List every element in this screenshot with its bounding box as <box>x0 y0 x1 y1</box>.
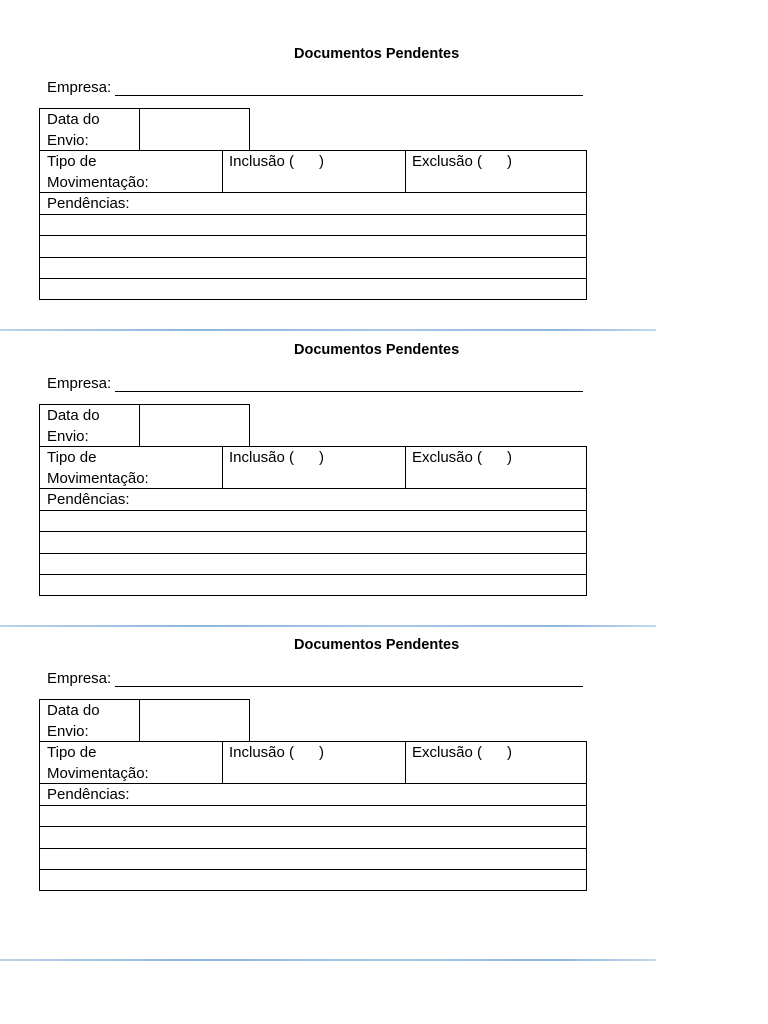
empresa-label: Empresa: <box>47 670 112 687</box>
pendencias-line-1[interactable] <box>39 214 587 236</box>
empresa-field[interactable] <box>115 80 583 96</box>
inclusao-label: Inclusão ( ) <box>229 153 325 170</box>
exclusao-cell[interactable] <box>405 446 587 489</box>
data-envio-field[interactable] <box>139 699 250 742</box>
data-envio-label-cell <box>39 699 140 742</box>
form-title: Documentos Pendentes <box>294 342 460 358</box>
exclusao-label: Exclusão ( ) <box>412 449 513 466</box>
pendencias-line-2[interactable] <box>39 826 587 849</box>
inclusao-cell[interactable] <box>222 150 406 193</box>
empresa-field[interactable] <box>115 376 583 392</box>
tipo-movimentacao-label-cell <box>39 150 223 193</box>
form-3 <box>0 591 768 887</box>
tipo-label-line1: Tipo de <box>47 744 97 761</box>
inclusao-label: Inclusão ( ) <box>229 744 325 761</box>
pendencias-line-3[interactable] <box>39 257 587 279</box>
empresa-label: Empresa: <box>47 79 112 96</box>
data-envio-field[interactable] <box>139 404 250 447</box>
data-envio-label-line2: Envio: <box>47 132 89 149</box>
empresa-row <box>47 670 583 687</box>
tipo-label-line1: Tipo de <box>47 449 97 466</box>
pendencias-line-2[interactable] <box>39 235 587 258</box>
separator-line <box>0 959 656 961</box>
pendencias-line-3[interactable] <box>39 553 587 575</box>
data-envio-label-line1: Data do <box>47 702 100 719</box>
form-2 <box>0 296 768 592</box>
inclusao-cell[interactable] <box>222 741 406 784</box>
data-envio-label-line2: Envio: <box>47 723 89 740</box>
pendencias-line-2[interactable] <box>39 531 587 554</box>
tipo-label-line2: Movimentação: <box>47 470 149 487</box>
form-1 <box>0 0 768 296</box>
inclusao-label: Inclusão ( ) <box>229 449 325 466</box>
tipo-label-line2: Movimentação: <box>47 174 149 191</box>
data-envio-label-line2: Envio: <box>47 428 89 445</box>
tipo-label-line1: Tipo de <box>47 153 97 170</box>
empresa-field[interactable] <box>115 671 583 687</box>
form-title: Documentos Pendentes <box>294 46 460 62</box>
pendencias-label: Pendências: <box>47 786 130 803</box>
exclusao-cell[interactable] <box>405 150 587 193</box>
tipo-movimentacao-label-cell <box>39 741 223 784</box>
data-envio-label-cell <box>39 108 140 151</box>
tipo-movimentacao-label-cell <box>39 446 223 489</box>
exclusao-cell[interactable] <box>405 741 587 784</box>
pendencias-label-row <box>39 488 587 511</box>
pendencias-line-1[interactable] <box>39 510 587 532</box>
data-envio-label-line1: Data do <box>47 111 100 128</box>
inclusao-cell[interactable] <box>222 446 406 489</box>
pendencias-label-row <box>39 783 587 806</box>
empresa-row <box>47 79 583 96</box>
form-title: Documentos Pendentes <box>294 637 460 653</box>
pendencias-label: Pendências: <box>47 491 130 508</box>
pendencias-line-3[interactable] <box>39 848 587 870</box>
empresa-row <box>47 375 583 392</box>
exclusao-label: Exclusão ( ) <box>412 744 513 761</box>
exclusao-label: Exclusão ( ) <box>412 153 513 170</box>
pendencias-line-1[interactable] <box>39 805 587 827</box>
data-envio-label-cell <box>39 404 140 447</box>
pendencias-label-row <box>39 192 587 215</box>
pendencias-line-4[interactable] <box>39 869 587 891</box>
data-envio-label-line1: Data do <box>47 407 100 424</box>
pendencias-label: Pendências: <box>47 195 130 212</box>
tipo-label-line2: Movimentação: <box>47 765 149 782</box>
empresa-label: Empresa: <box>47 375 112 392</box>
data-envio-field[interactable] <box>139 108 250 151</box>
